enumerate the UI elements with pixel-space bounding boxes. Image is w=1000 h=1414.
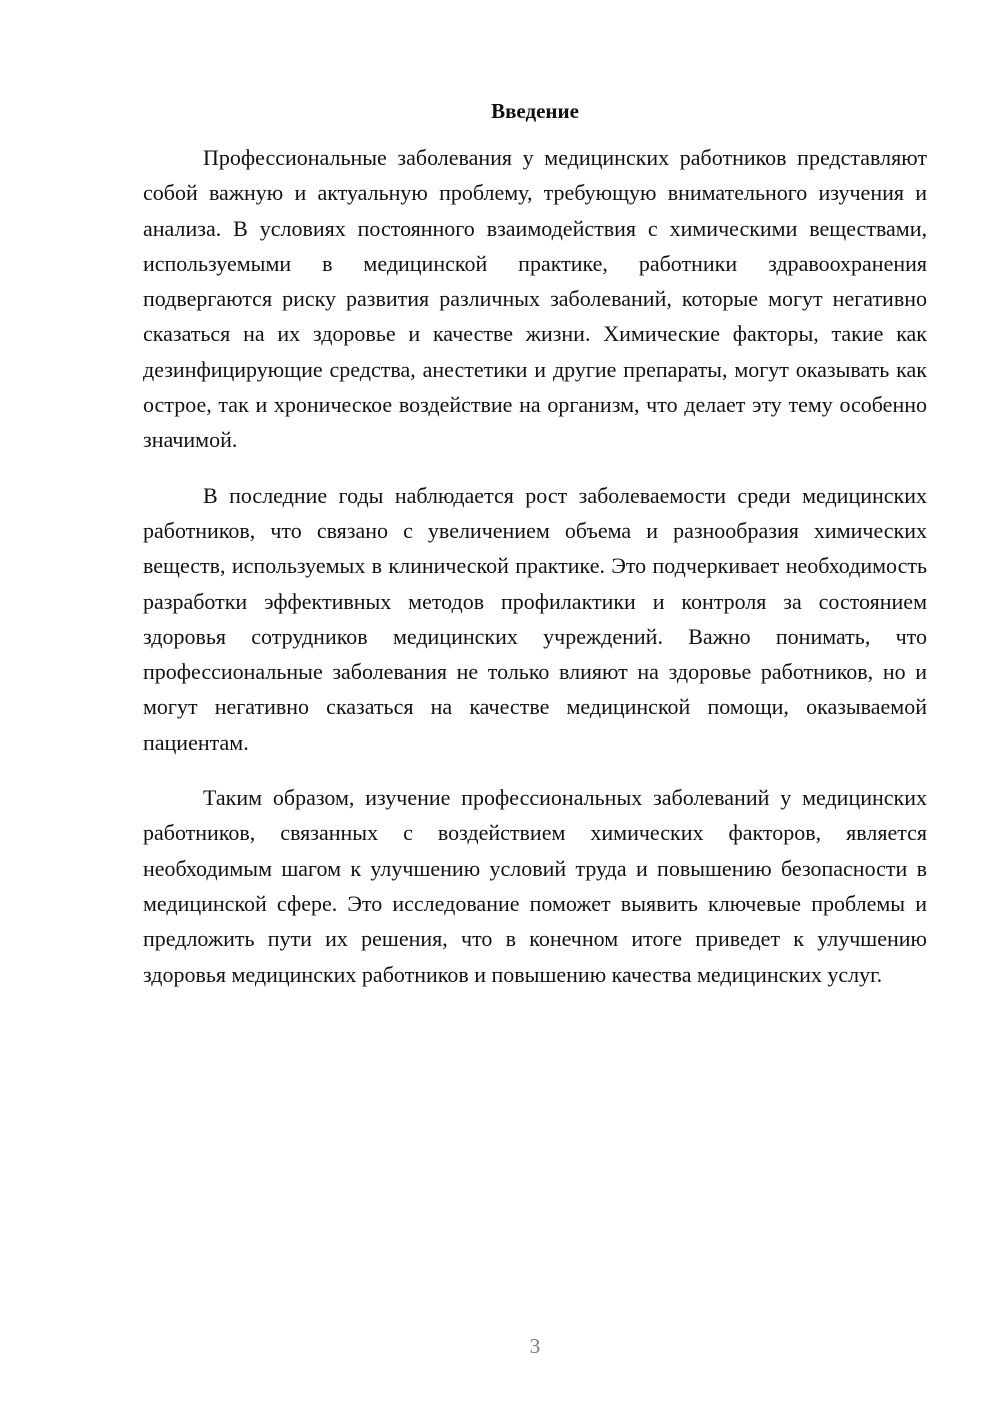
paragraph-2: В последние годы наблюдается рост заболеваемости среди медицинских работников, что связано с увеличением объема и разнообразия химических веществ, используемых в клинической практике. Это подчеркивает необходимость разработки эффективных методов профилактики и контроля за состоянием здоровья сотрудников медицинских учреждений. Важно понимать, что профессиональные заболевания не только влияют на здоровье работников, но и могут негативно сказаться на качестве медицинской помощи, оказываемой пациентам. bbox=[143, 482, 927, 755]
page-content bbox=[143, 96, 927, 1012]
paragraph-3: Таким образом, изучение профессиональных заболеваний у медицинских работников, связанных с воздействием химических факторов, является необходимым шагом к улучшению условий труда и повышению безопасности в медицинской сфере. Это исследование поможет выявить ключевые проблемы и предложить пути их решения, что в конечном итоге приведет к улучшению здоровья медицинских работников и повышению качества медицинских услуг. bbox=[143, 785, 927, 987]
paragraph-1: Профессиональные заболевания у медицинских работников представляют собой важную и актуальную проблему, требующую внимательного изучения и анализа. В условиях постоянного взаимодействия с химическими веществами, используемыми в медицинской практике, работники здравоохранения подвергаются риску развития различных заболеваний, которые могут негативно сказаться на их здоровье и качестве жизни. Химические факторы, такие как дезинфицирующие средства, анестетики и другие препараты, могут оказывать как острое, так и хроническое воздействие на организм, что делает эту тему особенно значимой. bbox=[143, 145, 927, 453]
section-heading: Введение bbox=[491, 99, 579, 123]
page-number: 3 bbox=[529, 1334, 541, 1358]
